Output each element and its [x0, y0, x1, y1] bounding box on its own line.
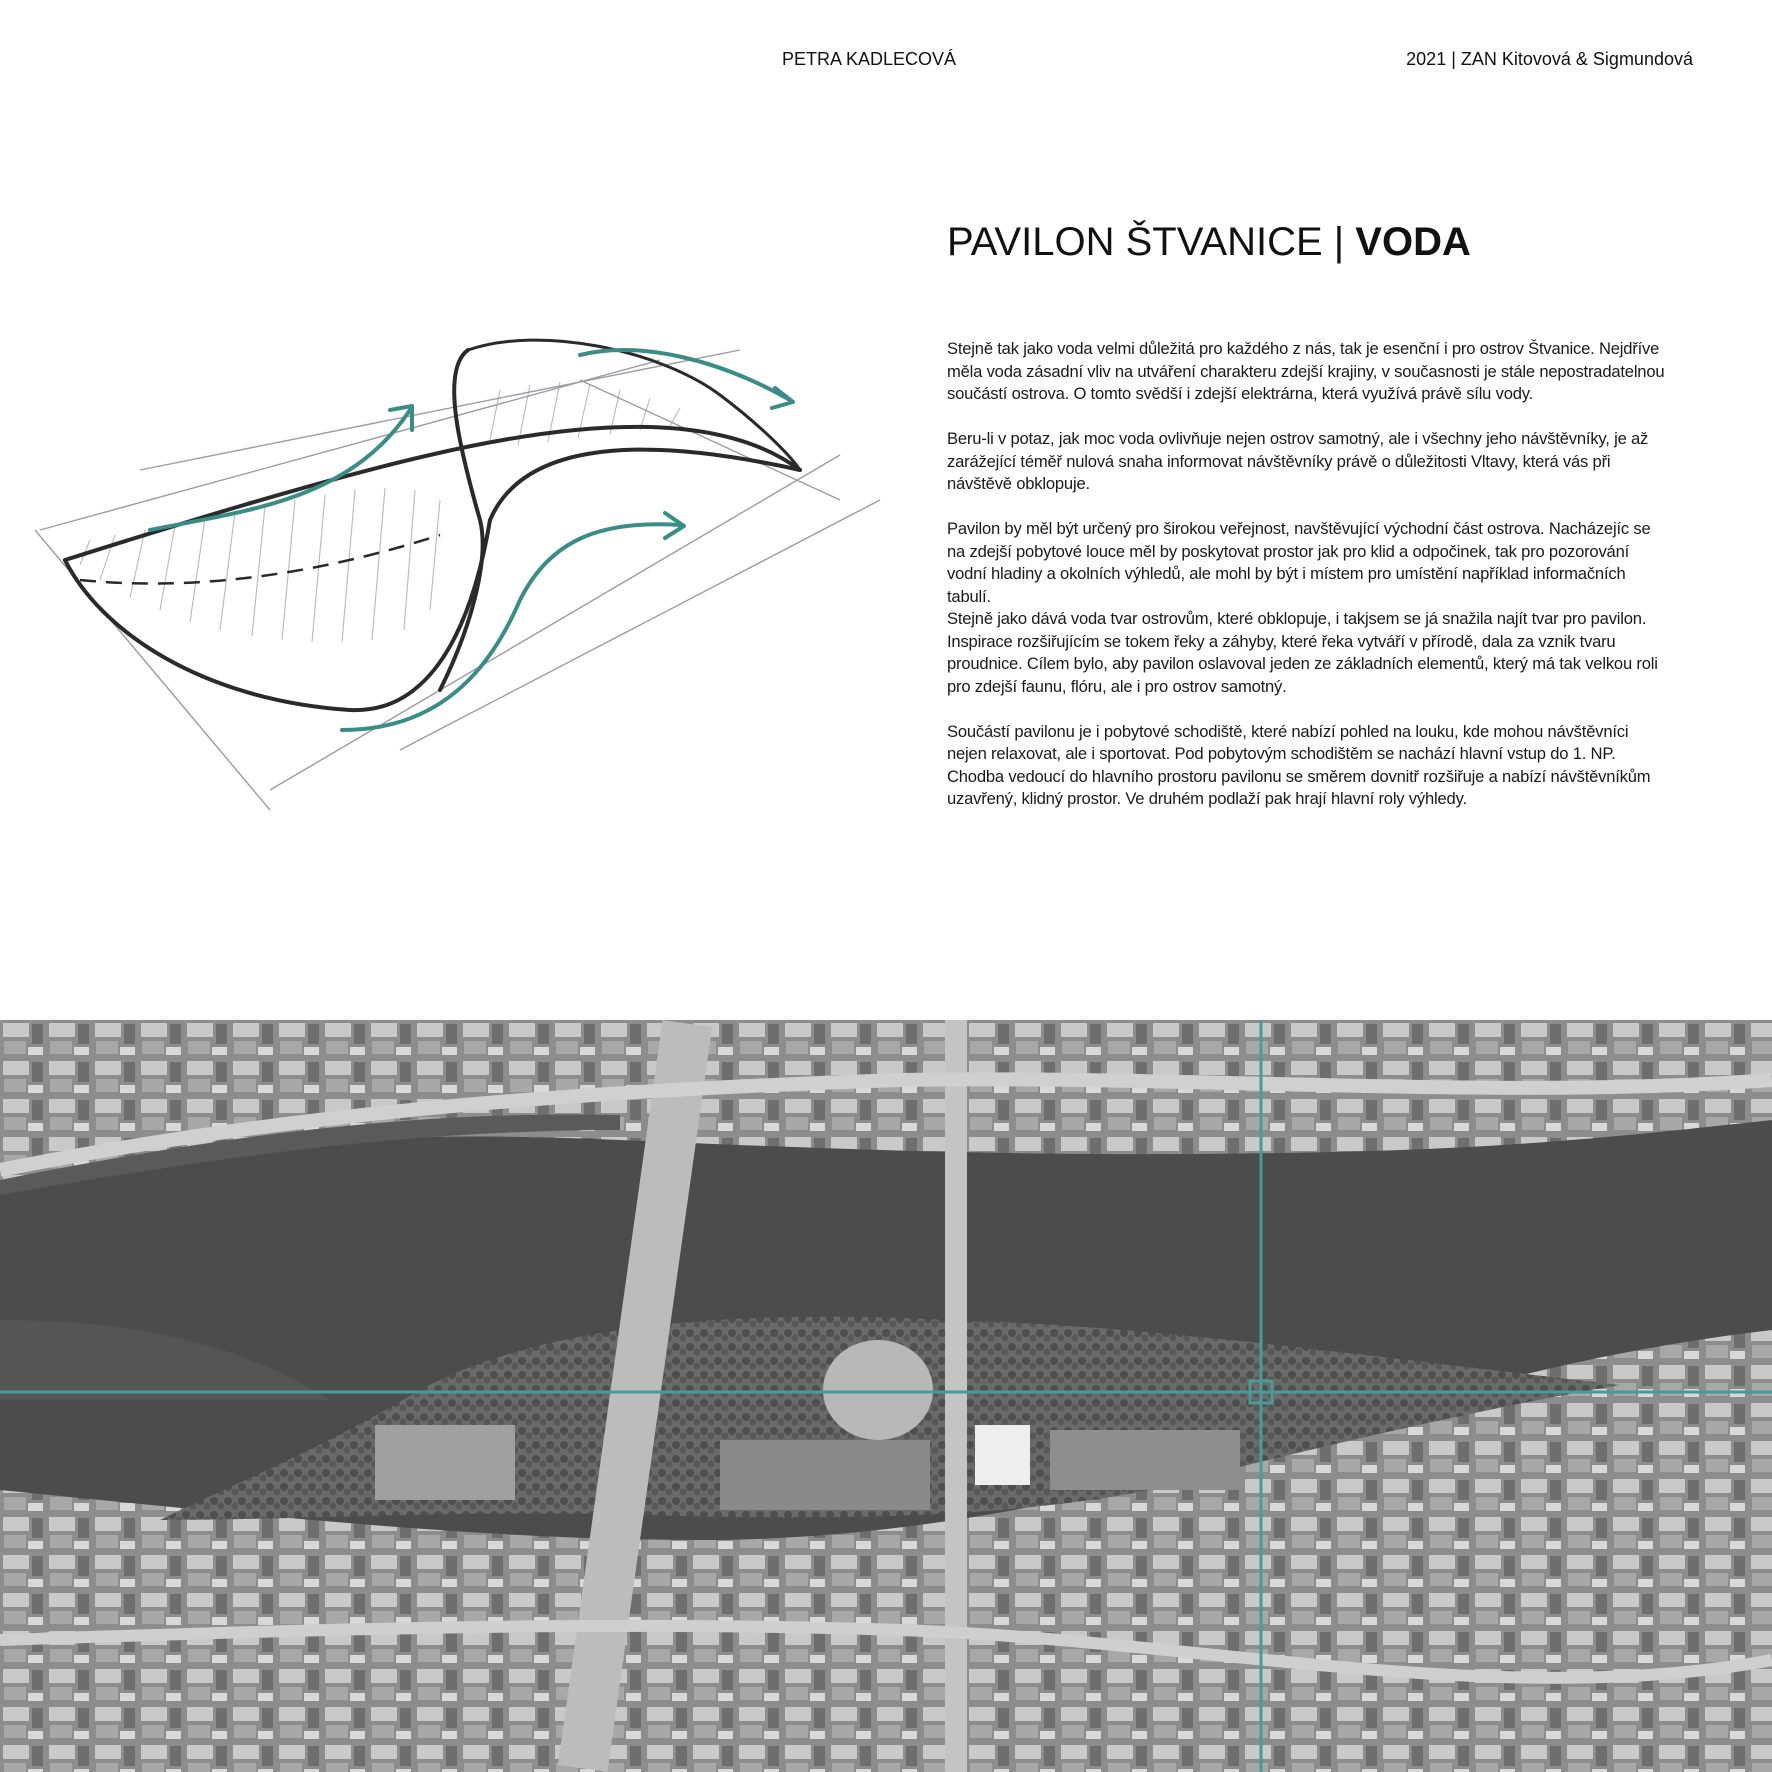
page-title — [947, 218, 1471, 266]
author-name: PETRA KADLECOVÁ — [782, 49, 957, 69]
description-text — [947, 338, 1665, 833]
title-light: PAVILON ŠTVANICE | — [947, 220, 1345, 264]
paragraph-water-importance: Stejně tak jako voda velmi důležitá pro každého z nás, tak je esenční i pro ostrov Štvanice. Nejdříve měla voda zásadní vliv na utváření charakteru zdejší krajiny, v současnosti je stále nepostradatelnou součástí ostrova. O tomto svědší i zdejší elektrárna, která využívá právě sílu vody. — [947, 339, 1665, 403]
paragraph-visitors: Beru-li v potaz, jak moc voda ovlivňuje nejen ostrov samotný, ale i všechny jeho návštěvníky, je až zarážející téměř nulová snaha informovat návštěvníky právě o důležitosti Vltavy, která vás při návštěvě obklopuje. — [947, 429, 1649, 493]
paragraph-staircase: Součástí pavilonu je i pobytové schodiště, které nabízí pohled na louku, kde mohou návštěvníci nejen relaxovat, ale i sportovat. Pod pobytovým schodištěm se nachází hlavní vstup do 1. NP. Chodba vedoucí do hlavního prostoru pavilonu se směrem dovnitř rozšiřuje a nabízí návštěvníkům uzavřený, klidný prostor. Ve druhém podlaží pak hrají hlavní roly výhledy. — [947, 721, 1651, 808]
paragraph-pavilion-purpose: Pavilon by měl být určený pro širokou veřejnost, navštěvující východní část ostrova. Nacházejíc se na zdejší pobytové louce měl by poskytovat prostor jak pro klid a odpočinek, tak pro pozorování vodní hladiny a okolních výhledů, ale mohl by být i místem pro umístění například informačních tabulí. — [947, 519, 1651, 606]
aerial-photo-image — [0, 1020, 1772, 1772]
aerial-map-drawing — [0, 1020, 1772, 1772]
pavilion-sketch-image — [20, 330, 910, 850]
project-meta: 2021 | ZAN Kitovová & Sigmundová — [1406, 49, 1693, 69]
paragraph-shape-inspiration: Stejně jako dává voda tvar ostrovům, které obklopuje, i takjsem se já snažila najít tvar pro pavilon. Inspirace rozšiřujícím se tokem řeky a záhyby, které řeka vytváří v přírodě, dala za vznik tvaru proudnice. Cílem bylo, aby pavilon oslavoval jeden ze základních elementů, který má tak velkou roli pro zdejší faunu, flóru, ale i pro ostrov samotný. — [947, 609, 1658, 696]
title-bold: VODA — [1355, 220, 1471, 264]
